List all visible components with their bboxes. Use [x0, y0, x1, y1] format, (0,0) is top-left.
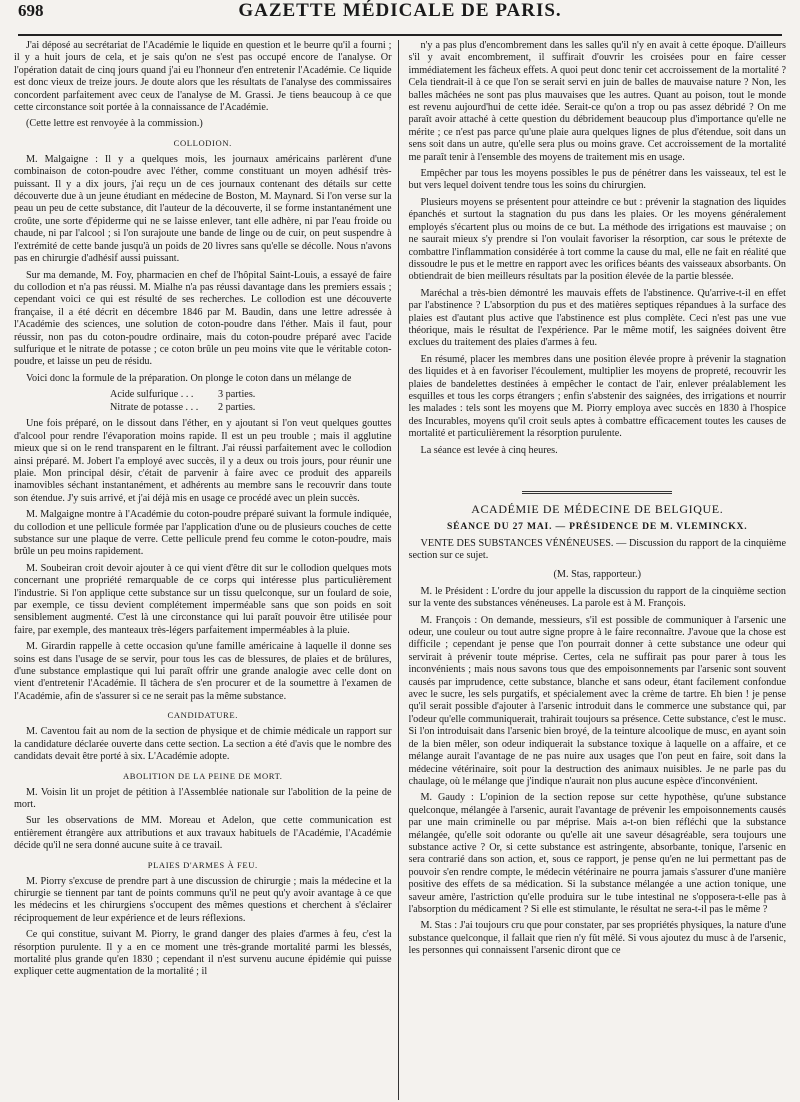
- formula-ingredient: Nitrate de potasse . . .: [110, 401, 199, 413]
- session-heading: SÉANCE DU 27 MAI. — PRÉSIDENCE DE M. VLEMINCKX.: [447, 521, 748, 532]
- paragraph: Une fois préparé, on le dissout dans l'éther, en y ajoutant si l'on veut quelques gouttes d'alcool pour rendre l'évaporation moins rapide. Il est un peu trouble ; mais il agglutine mieux que si on le rend transparent en le filtrant. J'ai réussi parfaitement avec le collodion ainsi préparé. M. Jobert l'a employé avec succès, il y a deux ou trois jours, pour réunir une plaie. Mon principal désir, c'était de parvenir à faire avec ce produit des appareils inamovibles séchant instantanément, et adhérents au membre sans le recouvrir dans toute son étendue. J'y suis arrivé, et j'ai déjà mis en usage ce procédé avec un plein succès.: [14, 418, 392, 504]
- paragraph: M. le Président : L'ordre du jour appelle la discussion du rapport de la cinquième section sur la vente des substances vénéneuses. La parole est à M. François.: [408, 585, 786, 610]
- paragraph: M. Stas : J'ai toujours cru que pour constater, par ses propriétés physiques, la nature d'une substance quelconque, il fallait que rien n'y fût mêlé. Si vous ajoutez du musc à de l'arsenic, les personnes qui connaissent l'arsenic diront que ce: [408, 920, 786, 957]
- section-heading-collodion: COLLODION.: [173, 137, 232, 148]
- paragraph: n'y a pas plus d'encombrement dans les salles qu'il n'y en avait à cette époque. D'ailleurs s'il y avait encombrement, il suffirait d'ouvrir les croisées pour en faire cesser immédiatement les fâcheux effets. A quoi peut donc tenir cet accroissement de la mortalité ? Cela tiendrait-il à ce que l'on se serait servi en juin de balles de mauvaise nature ? Non, les balles mâchées ne sont pas plus mauvaises que les autres. Quant au poison, tout le monde est revenu aujourd'hui de cette idée. Serait-ce qu'on a trop ou pas assez débridé ? On me paraît avoir attaché à cette question du débridement beaucoup plus d'importance qu'elle ne mérite ; ce n'est pas parce qu'une plaie aura quelques lignes de plus d'étendue, soit dans un sens soit dans un autre, qu'elle sera plus ou moins grave. Cet accroissement de la mortalité me paraît tenir à l'ensemble des moyens de traitement mis en usage.: [408, 40, 786, 163]
- paragraph: M. François : On demande, messieurs, s'il est possible de communiquer à l'arsenic une odeur, une couleur ou tout autre signe propre à le faire reconnaître. J'avoue que la chose est difficile ; cependant je pense que l'on pourrait donner à cette substance une odeur qui servirait à prévenir toute méprise. Certes, cela ne suffirait pas pour parer à tous les inconvénients ; mais nous savons tous que des empoisonnements par l'arsenic sont souvent causés par imprudence, cette substance, blanche et sans odeur, étant facilement confondue avec le sucre, les sels purgatifs, et spécialement avec la crème de tartre. Eh bien ! je pense qu'il serait possible d'ajouter à l'arsenic introduit dans le commerce une substance qui, par l'odeur qu'elle communiquerait, trahirait toujours sa présence. Cette substance, c'est le musc. Si l'on introduisait dans l'arsenic bien broyé, de la teinture alcoolique de musc, en ayant soin de la bien mêler, son odeur indiquerait la substance toxique à laquelle on a affaire, et ce mélange aurait l'avantage de ne pas nuire aux usages que l'on peut en faire, soit dans la médecine vétérinaire, soit pour la destruction des animaux nuisibles. Je ne parle pas du chaulage, où le mélange que j'indique n'aurait non plus aucune espèce d'inconvénient.: [408, 614, 786, 787]
- paragraph: VENTE DES SUBSTANCES VÉNÉNEUSES. — Discussion du rapport de la cinquième section sur ce sujet.: [408, 538, 786, 562]
- paragraph: J'ai déposé au secrétariat de l'Académie le liquide en question et le beurre qu'il a fourni ; il y a huit jours de cela, et je sais qu'on ne s'est pas occupé encore de l'analyse. Or l'opération datait de cinq jours quand j'ai eu l'honneur d'en entretenir l'Académie. Ce liquide est donc vieux de treize jours. Je doute alors que les résultats de l'analyse des commissaires concordent parfaitement avec ceux de l'analyse de M. Grassi. Je tiens beaucoup à ce que cette circonstance soit portée à la connaissance de l'Académie.: [14, 40, 392, 114]
- paragraph: La séance est levée à cinq heures.: [420, 444, 558, 456]
- paragraph: Sur les observations de MM. Moreau et Adelon, que cette communication est entièrement étrangère aux attributions et aux travaux habituels de l'Académie, l'Académie décide qu'il ne sera donné aucune suite à ce travail.: [14, 815, 392, 852]
- paragraph: En résumé, placer les membres dans une position élevée propre à prévenir la stagnation des liquides et à en favoriser l'écoulement, multiplier les moyens de propreté, recouvrir les plaies de bandelettes destinées à empêcher le contact de l'air, enlever préalablement les esquilles et tous les corps étrangers ; enfin s'abstenir des saignées, des irrigations et nourrir les malades : tels sont les moyens que M. Piorry employa avec succès en 1830 à l'hospice des Incurables, moyens qu'il croit seuls aptes à combattre efficacement toutes les causes de mortalité et particulièrement la résorption purulente.: [408, 353, 786, 440]
- formula-row: [14, 402, 392, 415]
- right-column: [409, 40, 787, 1100]
- paragraph: M. Soubeiran croit devoir ajouter à ce qui vient d'être dit sur le collodion quelques mots concernant une propriété remarquable de ce corps qui intéresse plus particulièrement l'industrie. Si l'on applique cette substance sur un tissu quelconque, sur un foulard de soie, par exemple, ce tissu devient complétement imperméable sans que son poids en soit sensiblement augmenté. C'est là une circonstance qui lui paraît pouvoir être utilisée pour faire, par exemple, des manteaux très-légers parfaitement imperméables à la pluie.: [14, 562, 392, 636]
- paragraph: M. Piorry s'excuse de prendre part à une discussion de chirurgie ; mais la médecine et la chirurgie se tiennent par tant de points communs qu'il ne peut qu'y avoir avantage à ce que les médecins et les chirurgiens s'occupent des mêmes questions et cherchent à s'éclairer réciproquement de leur expérience et de leurs réflexions.: [14, 875, 392, 924]
- paragraph: Voici donc la formule de la préparation. On plonge le coton dans un mélange de: [26, 372, 352, 384]
- section-heading-candidature: CANDIDATURE.: [167, 710, 238, 721]
- formula-row: [14, 389, 392, 402]
- formula-quantity: 2 parties.: [218, 401, 256, 413]
- left-column: [14, 40, 399, 1100]
- paragraph: M. Girardin rappelle à cette occasion qu'une famille américaine à laquelle il donne ses soins est dans l'usage de se servir, pour tous les cas de blessures, de plaies et de brûlures, d'une substance emplastique qui lui paraît offrir une grande analogie avec celle dont on vient d'entretenir l'Académie. Il tâchera de s'en procurer et de la soumettre à l'examen de l'Académie, afin de s'assurer si ce ne serait pas la même substance.: [14, 641, 392, 702]
- paragraph: Empêcher par tous les moyens possibles le pus de pénétrer dans les vaisseaux, tel est le but vers lequel doivent tendre tous les soins du chirurgien.: [408, 168, 786, 192]
- formula-ingredient: Acide sulfurique . . .: [110, 389, 194, 401]
- page-header: [18, 0, 782, 36]
- paragraph: M. Malgaigne montre à l'Académie du coton-poudre préparé suivant la formule indiquée, du collodion et une pellicule formée par l'application d'une ou de plusieurs couches de cette substance sur une plaque de verre. Cette pellicule prend feu comme le coton-poudre, mais brûle un peu moins rapidement.: [14, 509, 392, 558]
- paragraph: M. Voisin lit un projet de pétition à l'Assemblée nationale sur l'abolition de la peine de mort.: [14, 786, 392, 810]
- paragraph: M. Gaudy : L'opinion de la section repose sur cette hypothèse, qu'une substance quelconque, mélangée à l'arsenic, aurait l'avantage de prévenir les empoisonnements causés par une main criminelle ou par méprise. Mais a-t-on bien réfléchi que la substance mélangée, qu'elle soit odorante ou qu'elle ait une saveur désagréable, sera toujours une substance active ? Or, si cette substance est astringente, absorbante, tonique, l'arsenic en sera contrarié dans son action, et, sous ce rapport, je pense qu'en ne lui permettant pas de pouvoir s'en rendre compte, le médecin vétérinaire ne pourra jamais s'assurer d'une manière positive des effets de sa médication. Si la substance mélangée a une action tonique, une saveur amère, l'astriction qu'elle produira sur le tube intestinal ne s'opposera-t-elle pas à l'absorption du médicament ? Si elle est stimulante, le résultat ne sera-t-il pas le même ?: [408, 792, 786, 915]
- paragraph: Plusieurs moyens se présentent pour atteindre ce but : prévenir la stagnation des liquides épanchés et surtout la stagnation du pus dans les plaies. Or les moyens généralement employés s'écartent plus ou moins de ce but. La méthode des irrigations est mauvaise ; on ne saurait mieux s'y prendre si l'on voulait favoriser la résorption, car sous le prétexte de combattre l'inflammation considérée à tort comme la cause du mal, elle ne fait en réalité que dissoudre le pus et le mettre en rapport avec les orifices béants des vaisseaux absorbants. On obtiendrait de bien meilleurs résultats par la position élevée de la partie blessée.: [408, 196, 786, 283]
- section-divider: [522, 491, 672, 494]
- rapporteur-line: (M. Stas, rapporteur.): [553, 568, 641, 580]
- paragraph: Maréchal a très-bien démontré les mauvais effets de l'abstinence. Qu'arrive-t-il en effet par l'abstinence ? L'absorption du pus et des matières septiques répandues à la surface des plaies est d'autant plus active que l'abstinence est plus complète. Ceci n'est pas une vue théorique, mais le résultat de l'expérience. Par le même motif, les saignées doivent être exclues du traitement des plaies d'armes à feu.: [408, 287, 786, 349]
- paragraph: Ce qui constitue, suivant M. Piorry, le grand danger des plaies d'armes à feu, c'est la résorption purulente. Il y a en ce moment une très-grande mortalité parmi les blessés, mortalité plus grande qu'en 1830 ; cependant il n'est survenu aucune épidémie qui puisse expliquer cette augmentation de la mortalité ; il: [14, 929, 392, 978]
- editorial-note: (Cette lettre est renvoyée à la commission.): [26, 118, 203, 130]
- section-heading-peine-de-mort: ABOLITION DE LA PEINE DE MORT.: [122, 770, 283, 781]
- formula-quantity: 3 parties.: [218, 389, 256, 401]
- journal-title: GAZETTE MÉDICALE DE PARIS.: [238, 0, 562, 21]
- academy-title: ACADÉMIE DE MÉDECINE DE BELGIQUE.: [471, 502, 724, 516]
- section-heading-plaies: PLAIES D'ARMES À FEU.: [147, 859, 258, 870]
- paragraph: M. Caventou fait au nom de la section de physique et de chimie médicale un rapport sur la candidature déclarée ouverte dans cette section. La section a été d'avis que le nombre des candidats devait être porté à six. L'Académie adopte.: [14, 726, 392, 763]
- page-number: 698: [18, 1, 44, 20]
- formula-table: [14, 389, 392, 414]
- text-columns: [14, 40, 786, 1100]
- paragraph: Sur ma demande, M. Foy, pharmacien en chef de l'hôpital Saint-Louis, a essayé de faire du collodion et n'a pas réussi. M. Mialhe n'a pas réussi davantage dans les premiers essais ; cependant voici ce qui est résulté de ses recherches. Le collodion est une découverte française, il a été décrit en décembre 1846 par M. Baudin, dans une lettre adressée à l'Académie des sciences, une solution de coton-poudre dans l'éther. Mais il faut, pour réussir, non pas du coton-poudre ordinaire, mais du coton-poudre préparé avec l'acide sulfurique et le nitrate de potasse ; ce coton brûle un peu moins vite que le véritable coton-poudre, et laisse un peu de résidu.: [14, 269, 392, 368]
- paragraph: M. Malgaigne : Il y a quelques mois, les journaux américains parlèrent d'une combinaison de coton-poudre avec l'éther, comme constituant un moyen adhésif très-puissant. Il y a dix jours, j'ai reçu un de ces journaux contenant des détails sur cette découverte due à un jeune étudiant en médecine de Boston, M. Maynard. Si l'on verse sur la peau un peu de cette substance, dit l'auteur de la découverte, il se forme instantanément une croûte, une sorte d'épiderme qui ne se laisse enlever, tant elle adhère, ni par l'eau froide ou chaude, ni par l'alcool ; si l'on surajoute une bande de linge ou de cuir, on peut suspendre à l'extrémité de cette bande jusqu'à un poids de 20 livres sans qu'elle se décolle. Nous n'avons pas en chirurgie d'adhésif aussi puissant.: [14, 153, 392, 265]
